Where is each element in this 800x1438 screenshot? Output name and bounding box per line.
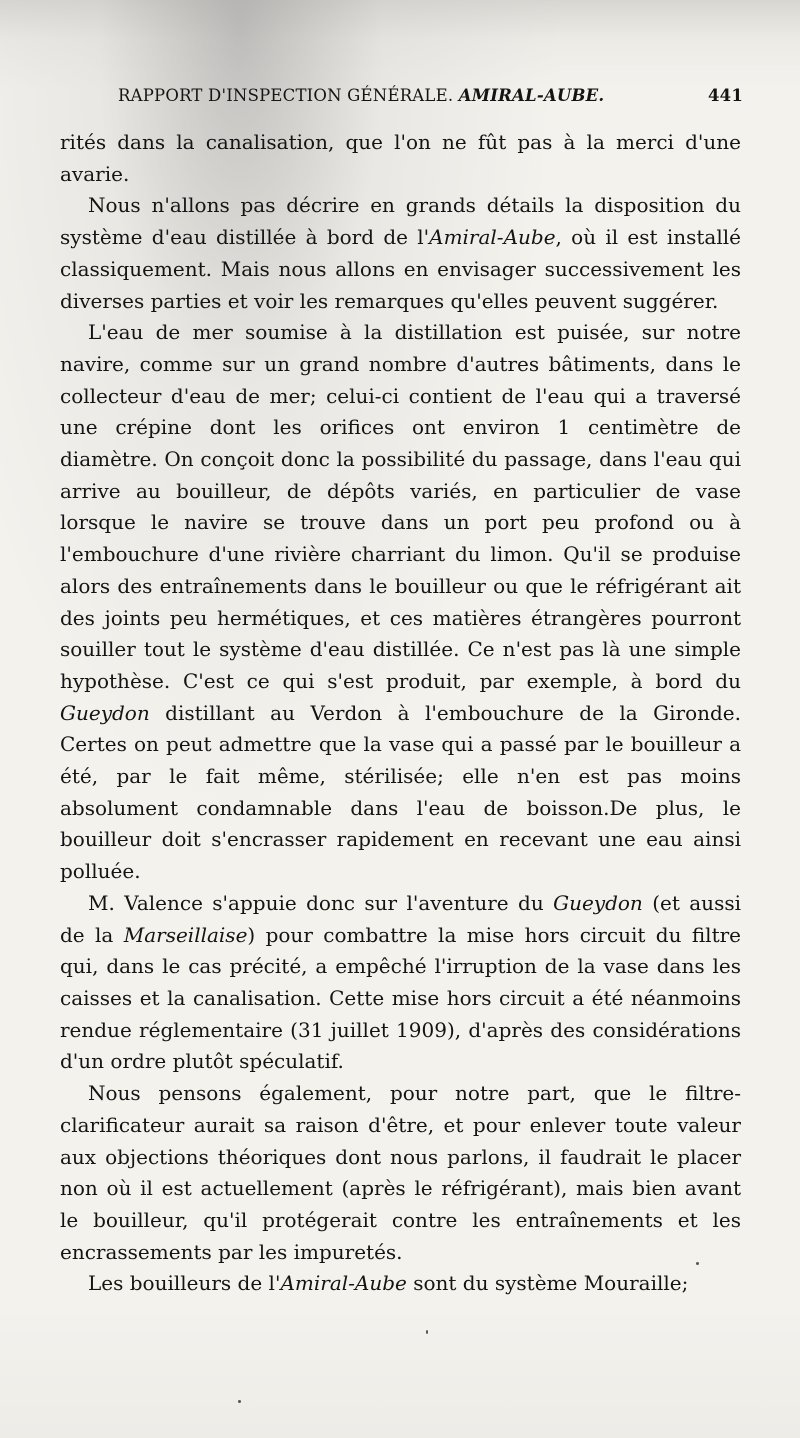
ship-name: AMIRAL-AUBE. bbox=[458, 86, 605, 105]
italic-name: Amiral-Aube bbox=[280, 1271, 407, 1296]
running-title bbox=[118, 86, 604, 105]
text-run: M. Valence s'appuie donc sur l'aventure du bbox=[88, 890, 554, 915]
text-run: rités dans la canalisation, que l'on ne fût pas à la merci d'une avarie. bbox=[60, 130, 741, 186]
scan-speck bbox=[426, 1330, 428, 1334]
text-run: , où il est installé classiquement. Mais nous allons en envisager successivement les diverses parties et voir les remarques qu'elles peuvent suggérer. bbox=[60, 225, 741, 313]
paragraph-continued bbox=[60, 127, 741, 190]
paragraph-boilers bbox=[60, 1268, 741, 1300]
italic-name: Gueydon bbox=[60, 700, 150, 725]
text-run: Nous pensons également, pour notre part, que le filtre-clarificateur aurait sa raison d'être, et pour enlever toute valeur aux objections théoriques dont nous parlons, il faudrait le placer non où il est actuellement (après le réfrigérant), mais bien avant le bouilleur, qu'il protégerait contre les entraînements et les encrassements par les impuretés. bbox=[60, 1081, 741, 1264]
page-number: 441 bbox=[707, 86, 743, 105]
text-run: Nous n'allons pas décrire en grands détails la disposition du système d'eau distillée à bord de l' bbox=[60, 193, 741, 250]
text-run: sont du système Mouraille; bbox=[406, 1271, 689, 1296]
italic-name: Gueydon bbox=[553, 890, 643, 915]
paragraph-distilled-water-system bbox=[60, 190, 741, 317]
text-run: Les bouilleurs de l' bbox=[88, 1271, 281, 1296]
paragraph-valence-filter bbox=[60, 888, 741, 1078]
text-run: ) pour combattre la mise hors circuit du filtre qui, dans le cas précité, a empêché l'irruption de la vase dans les caisses et la canalisation. Cette mise hors circuit a été néanmoins rendue réglementaire (31 juillet 1909), d'après des considérations d'un ordre plutôt spéculatif. bbox=[60, 922, 741, 1074]
scan-speck bbox=[696, 1262, 699, 1265]
text-run: (et aussi de la bbox=[60, 890, 741, 947]
report-title: RAPPORT D'INSPECTION GÉNÉRALE. bbox=[118, 86, 454, 105]
paragraph-filter-clarifier bbox=[60, 1078, 741, 1268]
text-run: L'eau de mer soumise à la distillation est puisée, sur notre navire, comme sur un grand nombre d'autres bâtiments, dans le collecteur d'eau de mer; celui-ci contient de l'eau qui a traversé une crépine dont les orifices ont environ 1 centimètre de diamètre. On conçoit donc la possibilité du passage, dans l'eau qui arrive au bouilleur, de dépôts variés, en particulier de vase lorsque le navire se trouve dans un port peu profond ou à l'embouchure d'une rivière charriant du limon. Qu'il se produise alors des entraînements dans le bouilleur ou que le réfrigérant ait des joints peu hermétiques, et ces matières étrangères pourront souiller tout le système d'eau distillée. Ce n'est pas là une simple hypothèse. C'est ce qui s'est produit, par exemple, à bord du bbox=[60, 320, 741, 693]
scan-speck bbox=[238, 1400, 241, 1403]
italic-name: Marseillaise bbox=[123, 922, 248, 947]
body-text bbox=[60, 127, 741, 1300]
italic-name: Amiral-Aube bbox=[429, 225, 556, 250]
paragraph-sea-water-intake bbox=[60, 317, 741, 888]
text-run: distillant au Verdon à l'embouchure de la Gironde. Certes on peut admettre que la vase qui a passé par le bouilleur a été, par le fait même, stérilisée; elle n'en est pas moins absolument condamnable dans l'eau de boisson.De plus, le bouilleur doit s'encrasser rapidement en recevant une eau ainsi polluée. bbox=[60, 700, 741, 884]
running-header bbox=[118, 82, 743, 110]
